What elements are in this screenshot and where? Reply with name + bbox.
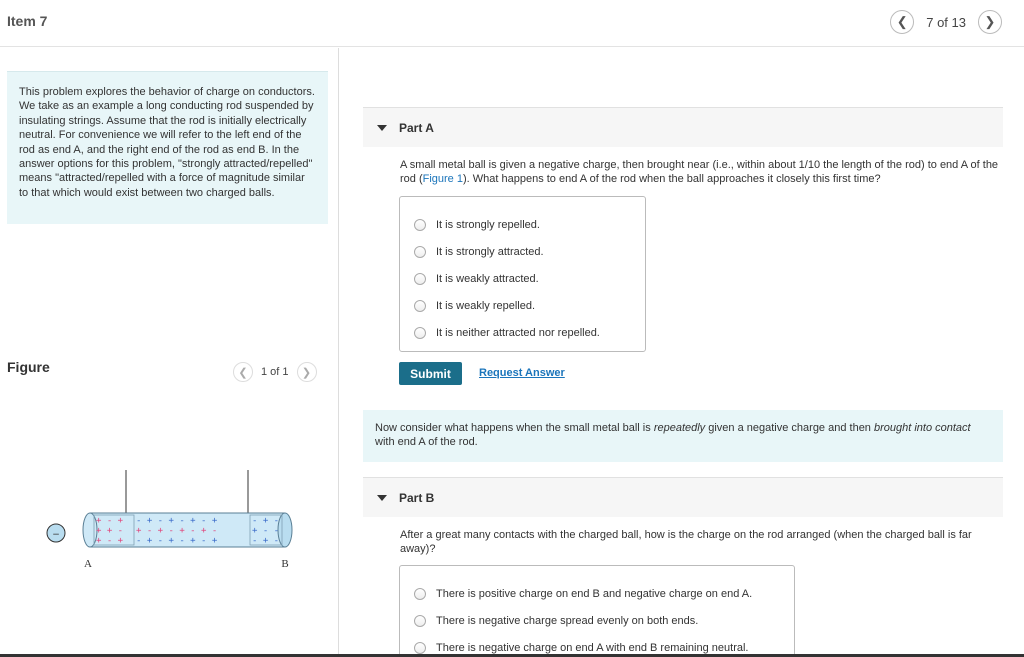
part-a-question — [400, 158, 1000, 186]
figure-pager — [233, 362, 317, 382]
intro-text: This problem explores the behavior of charge on conductors. We take as an example a long conducting rod suspended by insulating strings. Assume that the rod is initially electrically neutral. For convenience we will refer to the left end of the rod as end A, and the right end of the rod as end B. In the answer options for this problem, "strongly attracted/repelled" means "attracted/repelled with a force of magnitude similar to that which would exist between two charged balls. — [7, 71, 328, 224]
ball-charge: − — [52, 530, 60, 540]
part-a-option[interactable] — [400, 319, 645, 346]
figure-next-icon[interactable]: ❯ — [297, 362, 317, 382]
part-a-question-text-2: ). What happens to end A of the rod when the ball approaches it closely this first time? — [462, 173, 881, 185]
option-label: There is positive charge on end B and negative charge on end A. — [436, 587, 753, 600]
part-b-options — [399, 565, 795, 657]
left-pane — [0, 48, 339, 657]
part-b-option[interactable] — [400, 607, 794, 634]
radio-icon[interactable] — [414, 327, 426, 339]
figure-prev-icon[interactable]: ❮ — [233, 362, 253, 382]
item-title: Item 7 — [7, 13, 48, 29]
part-a-options — [399, 196, 646, 352]
svg-text:- + -: - + - — [252, 516, 280, 526]
svg-text:+ - +: + - + — [96, 516, 124, 526]
svg-text:- + -: - + - — [252, 536, 280, 546]
part-b-question: After a great many contacts with the charged ball, how is the charge on the rod arranged (when the charged ball is far away)? — [400, 529, 972, 555]
option-label: It is neither attracted nor repelled. — [436, 326, 600, 339]
collapse-triangle-icon[interactable] — [377, 125, 387, 131]
info-text-5: with end A of the rod. — [375, 436, 478, 449]
radio-icon[interactable] — [414, 246, 426, 258]
radio-icon[interactable] — [414, 273, 426, 285]
info-box — [363, 410, 1003, 462]
part-b-header[interactable] — [363, 477, 1003, 517]
header — [0, 0, 1024, 47]
part-a-option[interactable] — [400, 211, 645, 238]
svg-text:+ - + - + - + -: + - + - + - + - — [136, 526, 218, 536]
info-text-1: Now consider what happens when the small metal ball is — [375, 422, 654, 434]
svg-text:- + - + - + - +: - + - + - + - + — [136, 516, 218, 526]
part-b-option[interactable] — [400, 580, 794, 607]
info-text-2: repeatedly — [653, 422, 706, 434]
submit-button[interactable]: Submit — [399, 362, 462, 385]
svg-text:- + - + - + - +: - + - + - + - + — [136, 536, 218, 546]
chevron-left-icon[interactable]: ❮ — [890, 10, 914, 34]
part-a-title: Part A — [399, 120, 434, 135]
part-a-option[interactable] — [400, 265, 645, 292]
option-label: It is weakly repelled. — [436, 299, 536, 312]
right-pane — [340, 48, 1024, 657]
option-label: It is strongly attracted. — [436, 245, 544, 258]
item-pager-text: 7 of 13 — [926, 14, 966, 30]
rod-end-a — [83, 513, 97, 547]
collapse-triangle-icon[interactable] — [377, 495, 387, 501]
part-a-option[interactable] — [400, 238, 645, 265]
part-a-header[interactable] — [363, 107, 1003, 147]
radio-icon[interactable] — [414, 615, 426, 627]
request-answer-link[interactable]: Request Answer — [479, 367, 565, 379]
part-a-question-text-1: A small metal ball is given a negative charge, then brought near (i.e., within about 1/10 the length of the rod) to end A of the rod ( — [400, 159, 999, 185]
radio-icon[interactable] — [414, 588, 426, 600]
item-pager — [890, 10, 1002, 34]
option-label: It is weakly attracted. — [436, 272, 539, 285]
part-a-option[interactable] — [400, 292, 645, 319]
chevron-right-icon[interactable]: ❯ — [978, 10, 1002, 34]
info-text-3: given a negative charge and then — [705, 422, 874, 434]
radio-icon[interactable] — [414, 219, 426, 231]
figure-link[interactable]: Figure 1 — [422, 173, 463, 185]
info-text-4: brought into contact — [873, 422, 971, 434]
svg-text:+ - +: + - + — [96, 536, 124, 546]
figure-label: Figure — [7, 359, 50, 375]
radio-icon[interactable] — [414, 642, 426, 654]
svg-text:+ + -: + + - — [96, 526, 124, 536]
rod-figure — [40, 465, 300, 575]
option-label: There is negative charge on end A with end B remaining neutral. — [436, 641, 749, 654]
option-label: There is negative charge spread evenly on both ends. — [436, 614, 699, 627]
radio-icon[interactable] — [414, 300, 426, 312]
figure-pager-text: 1 of 1 — [261, 366, 289, 378]
rod-end-b — [278, 513, 292, 547]
label-b: B — [281, 558, 289, 570]
option-label: It is strongly repelled. — [436, 218, 540, 231]
svg-text:+ - -: + - - — [252, 526, 280, 536]
part-b-title: Part B — [399, 490, 435, 505]
label-a: A — [84, 558, 92, 570]
